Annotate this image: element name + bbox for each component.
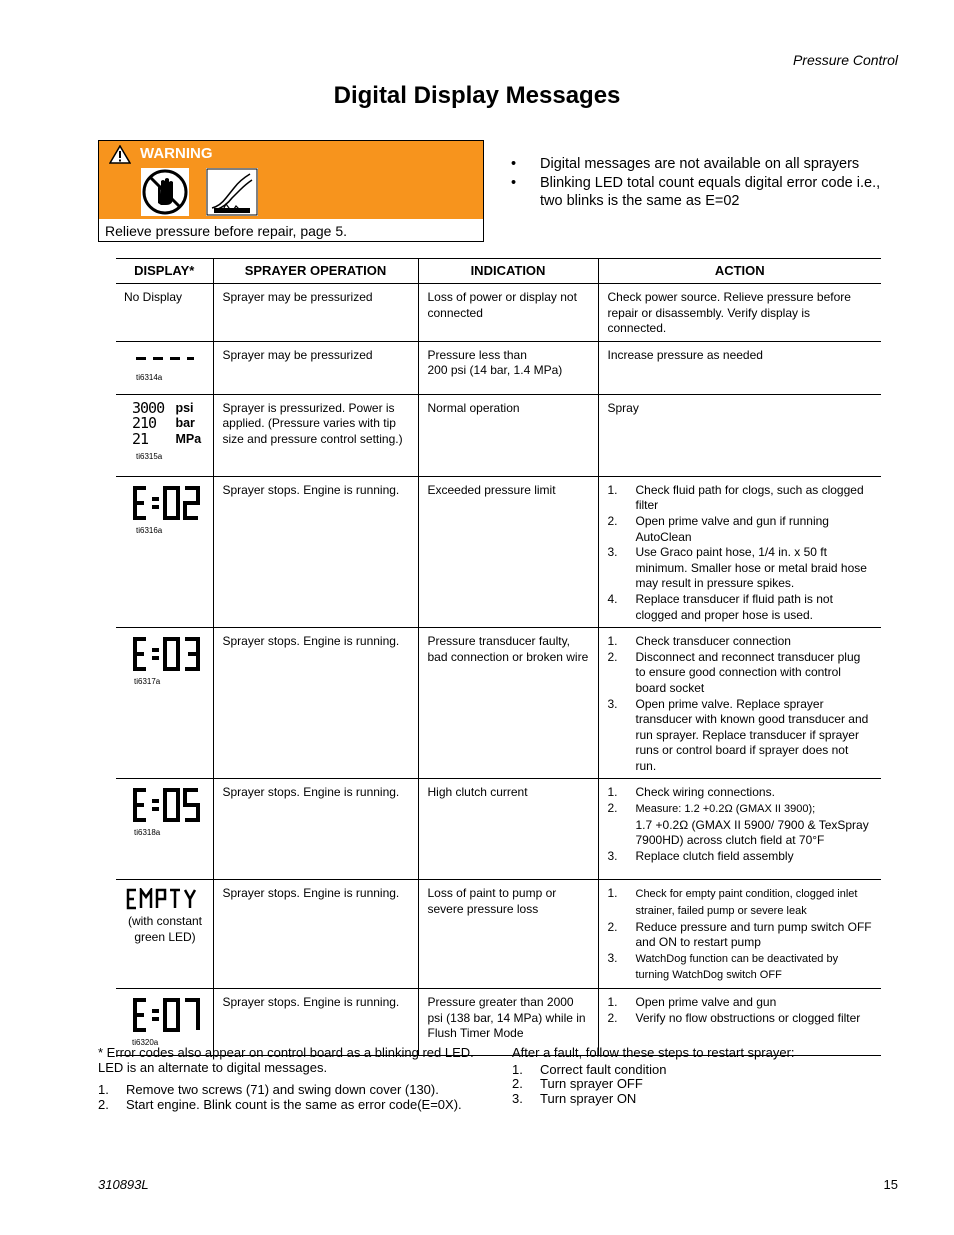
figure-id: ti6316a <box>136 525 163 535</box>
table-row <box>116 284 881 342</box>
display-note: (with constant green LED) <box>127 914 203 945</box>
empty-display-icon <box>126 888 206 910</box>
display-cell <box>116 779 213 880</box>
action-step: 1. Check transducer connection <box>607 634 791 649</box>
dashes-display-icon <box>124 348 194 368</box>
pressure-bar-value: 210 <box>132 414 157 433</box>
error-e05-display-icon <box>132 787 212 823</box>
action-step: 3. Open prime valve. Replace sprayer transducer with known good transducer and run sprayer. Replace transducer if sprayer runs or control board if sprayer does not run. <box>607 696 869 773</box>
col-header-action: ACTION <box>598 259 881 284</box>
action-step: 2. Verify no flow obstructions or clogged filter <box>607 1010 861 1025</box>
footnote-text: * Error codes also appear on control board as a blinking red LED. LED is an alternate to digital messages. <box>98 1045 474 1075</box>
operation-cell: Sprayer stops. Engine is running. <box>213 880 418 989</box>
col-header-operation: SPRAYER OPERATION <box>213 259 418 284</box>
pressure-psi-value: 3000 <box>132 398 165 417</box>
operation-cell: Sprayer may be pressurized <box>213 341 418 394</box>
do-not-touch-hand-icon <box>141 168 189 216</box>
action-step: 3. WatchDog function can be deactivated by turning WatchDog switch OFF <box>607 950 839 982</box>
document-number: 310893L <box>98 1177 149 1192</box>
restart-step: 1. Correct fault condition <box>512 1061 667 1077</box>
col-header-display: DISPLAY* <box>116 259 213 284</box>
warning-text: Relieve pressure before repair, page 5. <box>105 223 348 239</box>
table-row <box>116 628 881 779</box>
action-step: 1. Check fluid path for clogs, such as clogged filter <box>607 482 864 513</box>
restart-step: 2. Turn sprayer OFF <box>512 1076 643 1091</box>
indication-cell: Pressure less than 200 psi (14 bar, 1.4 MPa) <box>418 341 598 394</box>
error-e07-display-icon <box>132 997 212 1033</box>
error-e02-display-icon <box>132 485 212 521</box>
warning-header <box>99 141 483 219</box>
unit-bar: bar <box>175 416 195 431</box>
action-step: 1. Open prime valve and gun <box>607 995 777 1010</box>
page-title: Digital Display Messages <box>333 82 621 109</box>
running-header: Pressure Control <box>792 52 898 68</box>
action-step: 1. Check for empty paint condition, clogged inlet strainer, failed pump or severe leak <box>607 886 858 918</box>
restart-instructions <box>512 1046 892 1106</box>
figure-id: ti6314a <box>136 372 163 382</box>
bullet-item: • Blinking LED total count equals digital error code i.e., two blinks is the same as E=02 <box>511 174 901 211</box>
warning-box <box>98 140 484 242</box>
action-step: 2. Open prime valve and gun if running AutoClean <box>607 513 829 544</box>
operation-cell: Sprayer is pressurized. Power is applied. (Pressure varies with tip size and pressure control setting.) <box>213 394 418 476</box>
display-cell <box>116 628 213 779</box>
table-row <box>116 779 881 880</box>
operation-cell: Sprayer stops. Engine is running. <box>213 476 418 627</box>
figure-id: ti6320a <box>132 1038 159 1048</box>
footnote-step: 2. Start engine. Blink count is the same as error code(E=0X). <box>98 1096 462 1112</box>
unit-psi: psi <box>175 400 194 415</box>
error-code-footnote <box>98 1046 488 1112</box>
indication-cell: Pressure transducer faulty, bad connection or broken wire <box>418 628 598 779</box>
operation-cell: Sprayer stops. Engine is running. <box>213 989 418 1056</box>
display-cell <box>116 394 213 476</box>
indication-cell: Normal operation <box>418 394 598 476</box>
injection-hazard-hand-icon <box>206 168 258 216</box>
notes-bullets <box>511 155 901 211</box>
action-cell <box>598 628 881 779</box>
action-step: 3. Replace clutch field assembly <box>607 848 794 863</box>
action-step: 3. Use Graco paint hose, 1/4 in. x 50 ft minimum. Smaller hose or metal braid hose may result in pressure spikes. <box>607 545 867 591</box>
unit-mpa: MPa <box>175 431 202 446</box>
table-row <box>116 476 881 627</box>
display-cell <box>116 476 213 627</box>
action-cell: Increase pressure as needed <box>598 341 881 394</box>
figure-id: ti6317a <box>134 677 161 687</box>
footnote-step: 1. Remove two screws (71) and swing down cover (130). <box>98 1082 439 1097</box>
error-e03-display-icon <box>132 636 212 672</box>
action-step: 4. Replace transducer if fluid path is not clogged and proper hose is used. <box>607 591 833 622</box>
action-cell <box>598 880 881 989</box>
restart-intro: After a fault, follow these steps to restart sprayer: <box>512 1045 795 1060</box>
pressure-mpa-value: 21 <box>132 429 149 448</box>
figure-id: ti6315a <box>136 452 163 462</box>
action-step: 2. Measure: 1.2 +0.2Ω (GMAX II 3900); 1.7 +0.2Ω (GMAX II 5900/ 7900 & TexSpray 7900HD) across clutch field at 70°F <box>607 801 869 848</box>
warning-triangle-icon <box>109 145 131 164</box>
display-cell <box>116 880 213 989</box>
operation-cell: Sprayer stops. Engine is running. <box>213 628 418 779</box>
indication-cell: High clutch current <box>418 779 598 880</box>
restart-step: 3. Turn sprayer ON <box>512 1090 637 1106</box>
action-step: 1. Check wiring connections. <box>607 785 775 800</box>
indication-cell: Pressure greater than 2000 psi (138 bar, 14 MPa) while in Flush Timer Mode <box>418 989 598 1056</box>
display-cell <box>116 341 213 394</box>
figure-id: ti6318a <box>134 828 161 838</box>
indication-cell: Exceeded pressure limit <box>418 476 598 627</box>
table-header-row <box>116 259 881 284</box>
indication-cell: Loss of paint to pump or severe pressure loss <box>418 880 598 989</box>
action-step: 2. Disconnect and reconnect transducer plug to ensure good connection with control board socket <box>607 649 861 695</box>
action-cell <box>598 779 881 880</box>
action-cell: Check power source. Relieve pressure before repair or disassembly. Verify display is connected. <box>598 284 881 342</box>
warning-title: WARNING <box>140 145 213 162</box>
operation-cell: Sprayer may be pressurized <box>213 284 418 342</box>
col-header-indication: INDICATION <box>418 259 598 284</box>
table-row <box>116 341 881 394</box>
display-cell: No Display <box>116 284 213 342</box>
action-step: 2. Reduce pressure and turn pump switch OFF and ON to restart pump <box>607 919 872 950</box>
page-number: 15 <box>883 1177 898 1192</box>
table-row <box>116 880 881 989</box>
digital-messages-table <box>116 258 881 1056</box>
table-row <box>116 394 881 476</box>
bullet-item: • Digital messages are not available on all sprayers <box>511 155 901 174</box>
action-cell <box>598 476 881 627</box>
action-cell: Spray <box>598 394 881 476</box>
operation-cell: Sprayer stops. Engine is running. <box>213 779 418 880</box>
indication-cell: Loss of power or display not connected <box>418 284 598 342</box>
